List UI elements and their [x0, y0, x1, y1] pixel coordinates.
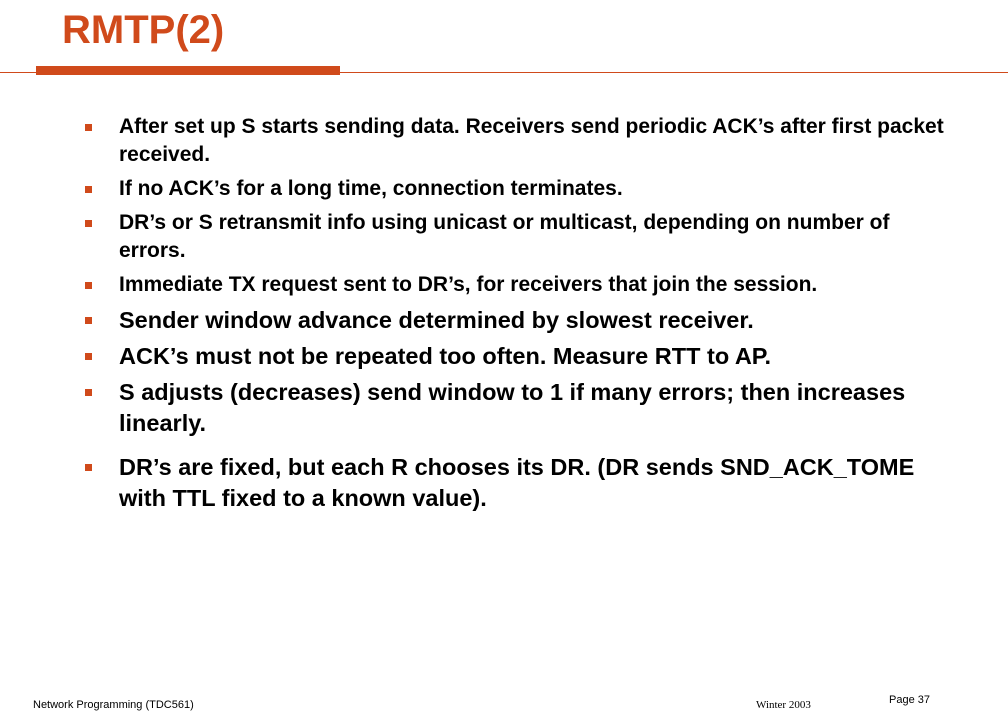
square-bullet-icon — [85, 186, 92, 193]
bullet-item — [84, 209, 944, 265]
bullet-text: DR’s or S retransmit info using unicast or multicast, depending on number of errors. — [119, 211, 890, 262]
footer-term: Winter 2003 — [756, 699, 811, 711]
bullet-item — [84, 452, 944, 514]
square-bullet-icon — [85, 220, 92, 227]
bullet-item — [84, 271, 944, 299]
bullet-item — [84, 113, 944, 169]
bullet-text: After set up S starts sending data. Receivers send periodic ACK’s after first packet received. — [119, 115, 944, 166]
bullet-text: S adjusts (decreases) send window to 1 if many errors; then increases linearly. — [119, 379, 906, 436]
bullet-item — [84, 341, 944, 372]
bullet-text: ACK’s must not be repeated too often. Measure RTT to AP. — [119, 343, 771, 369]
bullet-text: Immediate TX request sent to DR’s, for receivers that join the session. — [119, 273, 818, 296]
footer-course: Network Programming (TDC561) — [33, 699, 194, 711]
title-accent-bar — [36, 66, 340, 75]
bullet-text: If no ACK’s for a long time, connection terminates. — [119, 177, 623, 200]
square-bullet-icon — [85, 389, 92, 396]
slide-title: RMTP(2) — [62, 8, 225, 52]
bullet-list — [84, 113, 944, 519]
square-bullet-icon — [85, 464, 92, 471]
square-bullet-icon — [85, 282, 92, 289]
square-bullet-icon — [85, 317, 92, 324]
footer-page-number: Page 37 — [889, 694, 930, 706]
square-bullet-icon — [85, 124, 92, 131]
bullet-item — [84, 305, 944, 336]
bullet-text: Sender window advance determined by slowest receiver. — [119, 307, 754, 333]
bullet-text: DR’s are fixed, but each R chooses its DR. (DR sends SND_ACK_TOME with TTL fixed to a known value). — [119, 454, 915, 511]
square-bullet-icon — [85, 353, 92, 360]
bullet-item — [84, 377, 944, 439]
bullet-item — [84, 175, 944, 203]
